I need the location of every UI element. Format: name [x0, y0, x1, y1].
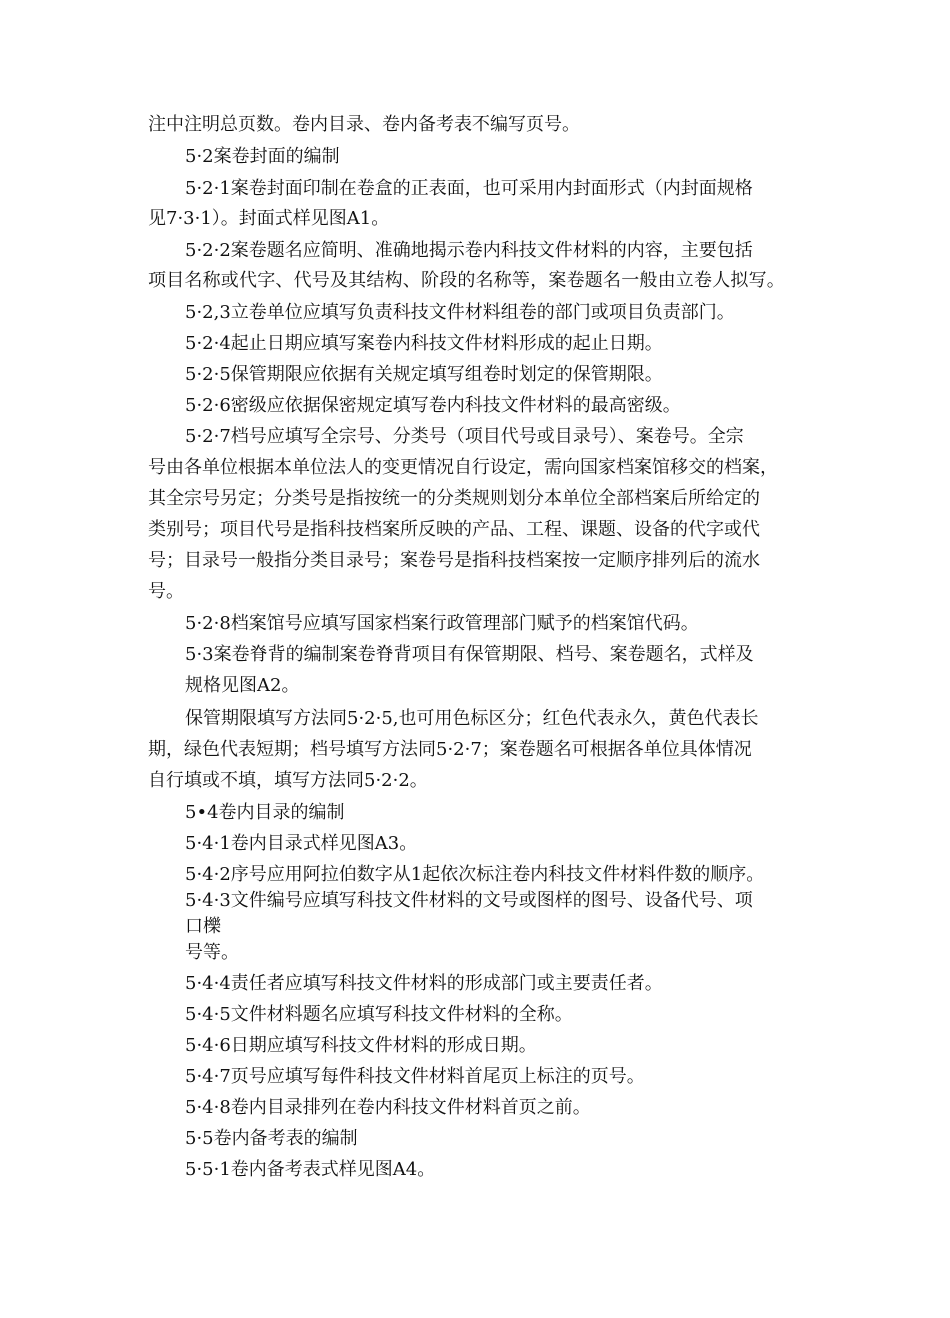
section-heading: 5•4卷内目录的编制 [185, 802, 345, 823]
text-line: 5·2·7档号应填写全宗号、分类号（项目代号或目录号）、案卷号。全宗 [185, 426, 744, 447]
section-heading: 5·5卷内备考表的编制 [185, 1128, 358, 1149]
text-line: 5·4·2序号应用阿拉伯数字从1起依次标注卷内科技文件材料件数的顺序。 [185, 864, 765, 885]
text-line: 保管期限填写方法同5·2·5,也可用色标区分；红色代表永久，黄色代表长 [185, 708, 759, 729]
text-line: 期，绿色代表短期；档号填写方法同5·2·7；案卷题名可根据各单位具体情况 [148, 739, 752, 760]
text-line: 5·4·4责任者应填写科技文件材料的形成部门或主要责任者。 [185, 973, 663, 994]
text-line: 5·4·3文件编号应填写科技文件材料的文号或图样的图号、设备代号、项 [185, 890, 753, 911]
text-line: 5·2·8档案馆号应填写国家档案行政管理部门赋予的档案馆代码。 [185, 613, 699, 634]
text-line: 号；目录号一般指分类目录号；案卷号是指科技档案按一定顺序排列后的流水 [148, 550, 760, 571]
text-line: 号由各单位根据本单位法人的变更情况自行设定，需向国家档案馆移交的档案， [148, 457, 778, 478]
text-line: 号等。 [185, 942, 239, 963]
text-line: 项目名称或代字、代号及其结构、阶段的名称等，案卷题名一般由立卷人拟写。 [148, 270, 785, 291]
text-line: 规格见图A2。 [185, 675, 300, 696]
text-line: 5·2·6密级应依据保密规定填写卷内科技文件材料的最高密级。 [185, 395, 681, 416]
text-line: 5·2,3立卷单位应填写负责科技文件材料组卷的部门或项目负责部门。 [185, 302, 735, 323]
text-line: 类别号；项目代号是指科技档案所反映的产品、工程、课题、设备的代字或代 [148, 519, 760, 540]
text-line: 5·2·1案卷封面印制在卷盒的正表面，也可采用内封面形式（内封面规格 [185, 178, 753, 199]
text-line: 5·4·6日期应填写科技文件材料的形成日期。 [185, 1035, 537, 1056]
text-line: 口櫟 [185, 916, 221, 937]
text-line: 5·2·4起止日期应填写案卷内科技文件材料形成的起止日期。 [185, 333, 663, 354]
text-line: 5·5·1卷内备考表式样见图A4。 [185, 1159, 436, 1180]
text-line: 自行填或不填，填写方法同5·2·2。 [148, 770, 428, 791]
section-heading: 5·2案卷封面的编制 [185, 146, 340, 167]
text-line: 号。 [148, 581, 184, 602]
text-line: 注中注明总页数。卷内目录、卷内备考表不编写页号。 [148, 114, 580, 135]
text-line: 5·2·2案卷题名应简明、准确地揭示卷内科技文件材料的内容，主要包括 [185, 240, 753, 261]
text-line: 5·4·5文件材料题名应填写科技文件材料的全称。 [185, 1004, 573, 1025]
text-line: 其全宗号另定；分类号是指按统一的分类规则划分本单位全部档案后所给定的 [148, 488, 760, 509]
text-line: 5·4·7页号应填写每件科技文件材料首尾页上标注的页号。 [185, 1066, 645, 1087]
text-line: 见7·3·1）。封面式样见图A1。 [148, 208, 390, 229]
text-line: 5·2·5保管期限应依据有关规定填写组卷时划定的保管期限。 [185, 364, 663, 385]
text-line: 5·4·1卷内目录式样见图A3。 [185, 833, 418, 854]
text-line: 5·4·8卷内目录排列在卷内科技文件材料首页之前。 [185, 1097, 591, 1118]
section-heading: 5·3案卷脊背的编制案卷脊背项目有保管期限、档号、案卷题名，式样及 [185, 644, 754, 665]
